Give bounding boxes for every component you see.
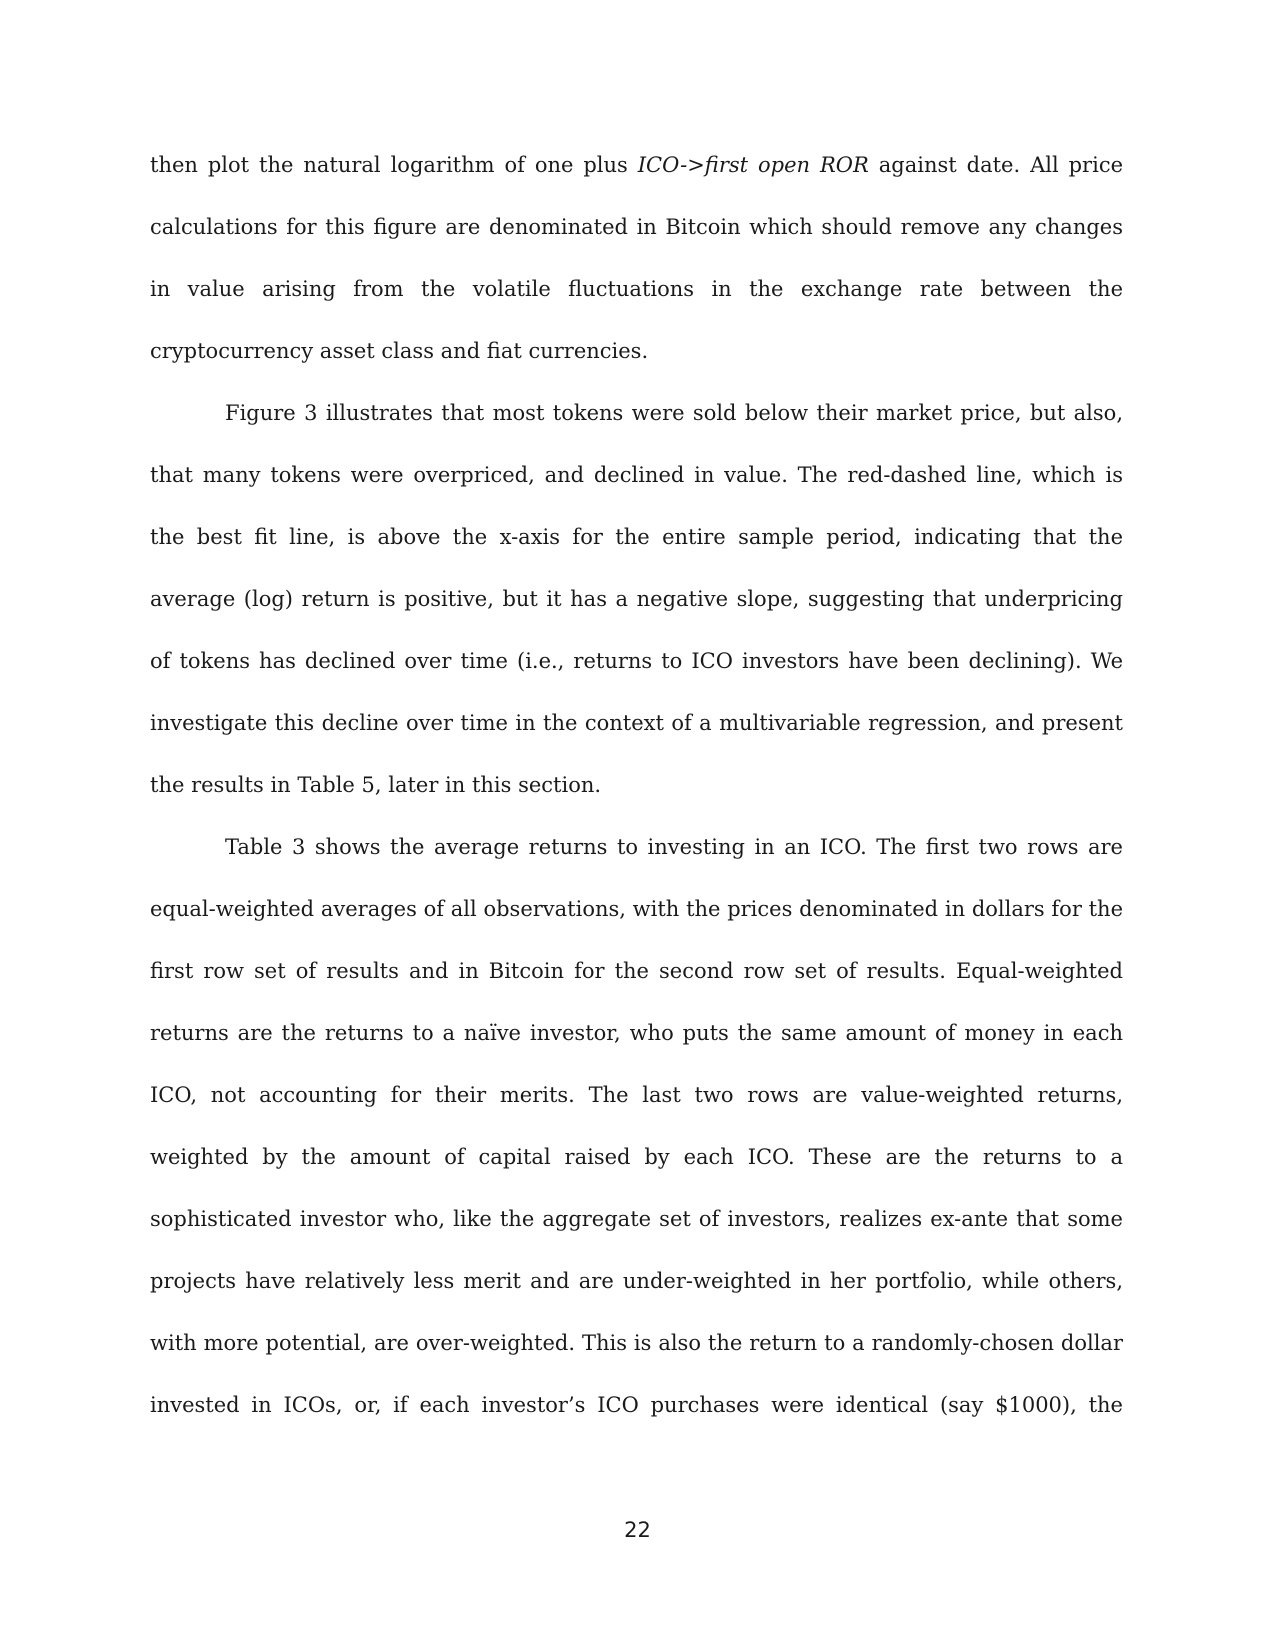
paragraph-3-line-2: equal-weighted averages of all observations, with the prices denominated in dollars for the [150, 897, 1123, 921]
paragraph-3-line-3: first row set of results and in Bitcoin for the second row set of results. Equal-weighted [150, 959, 1123, 983]
italic-variable-name: ICO->first open ROR [637, 153, 869, 177]
paragraph-2-line-2: that many tokens were overpriced, and declined in value. The red-dashed line, which is [150, 463, 1123, 487]
paragraph-3-line-7: sophisticated investor who, like the aggregate set of investors, realizes ex-ante that some [150, 1207, 1123, 1231]
paragraph-3-line-4: returns are the returns to a naïve investor, who puts the same amount of money in each [150, 1021, 1123, 1045]
paragraph-3-line-9: with more potential, are over-weighted. This is also the return to a randomly-chosen dollar [150, 1331, 1123, 1355]
text-run: then plot the natural logarithm of one plus [150, 153, 638, 177]
paragraph-3-line-6: weighted by the amount of capital raised by each ICO. These are the returns to a [150, 1145, 1123, 1169]
paragraph-2-line-4: average (log) return is positive, but it has a negative slope, suggesting that underpricing [150, 587, 1123, 611]
paragraph-1-line-3: in value arising from the volatile fluctuations in the exchange rate between the [150, 277, 1123, 301]
paragraph-3-line-8: projects have relatively less merit and are under-weighted in her portfolio, while others, [150, 1269, 1123, 1293]
paragraph-2-line-5: of tokens has declined over time (i.e., returns to ICO investors have been declining). We [150, 649, 1123, 673]
paragraph-2-line-1: Figure 3 illustrates that most tokens were sold below their market price, but also, [225, 401, 1123, 425]
paragraph-3-line-10: invested in ICOs, or, if each investor’s ICO purchases were identical (say $1000), the [150, 1393, 1123, 1417]
paragraph-2-line-6: investigate this decline over time in the context of a multivariable regression, and present [150, 711, 1123, 735]
page-number: 22 [624, 1518, 651, 1542]
paragraph-2-line-7: the results in Table 5, later in this section. [150, 773, 602, 797]
paragraph-1-line-4: cryptocurrency asset class and fiat currencies. [150, 339, 649, 363]
paragraph-3-line-5: ICO, not accounting for their merits. The last two rows are value-weighted returns, [150, 1083, 1123, 1107]
paragraph-1-line-2: calculations for this figure are denominated in Bitcoin which should remove any changes [150, 215, 1123, 239]
paragraph-3-line-1: Table 3 shows the average returns to investing in an ICO. The first two rows are [225, 835, 1123, 859]
text-run: against date. All price [868, 153, 1124, 177]
paragraph-2-line-3: the best fit line, is above the x-axis for the entire sample period, indicating that the [150, 525, 1123, 549]
paragraph-1-line-1 [150, 150, 1123, 180]
